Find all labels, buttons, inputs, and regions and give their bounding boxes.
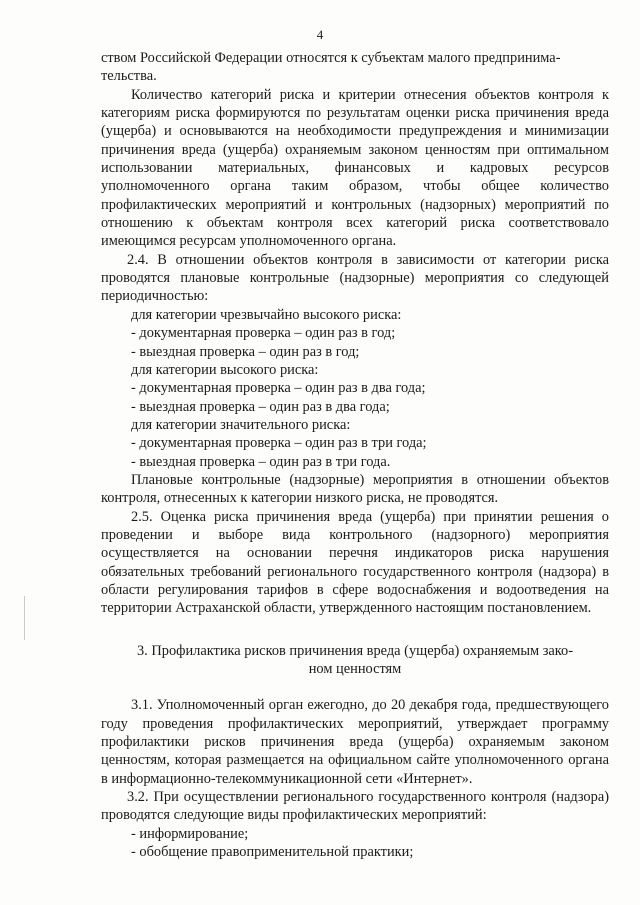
paragraph-continuation-line: ством Российской Федерации относятся к субъектам малого предпринима-: [101, 50, 561, 66]
paragraph-continuation-end: тельства.: [101, 68, 157, 85]
paragraph-3-1: 3.1. Уполномоченный орган ежегодно, до 20 декабря года, предшествующего году проведения профилактических мероприятий, утверждает программу профилактики рисков причинения вреда (ущерба) охраняемым законом ценностям, которая размещается на официальном сайте уполномоченного органа в информационно-телекоммуникационной сети «Интернет».: [101, 697, 609, 787]
paragraph-2-4: 2.4. В отношении объектов контроля в зависимости от категории риска проводятся плановые контрольные (надзорные) мероприятия со следующей периодичностью:: [101, 251, 609, 305]
list-item-onsite-check: - выездная проверка – один раз в три года.: [131, 453, 391, 470]
list-item-onsite-check: - выездная проверка – один раз в два года;: [131, 398, 390, 415]
section-3-heading-line1: 3. Профилактика рисков причинения вреда (ущерба) охраняемым зако-: [136, 642, 574, 659]
page-number: 4: [316, 27, 324, 42]
category-high-risk: для категории высокого риска:: [131, 361, 319, 378]
spacer: [101, 678, 609, 696]
spacer: [101, 618, 609, 642]
list-item-informing: - информирование;: [131, 825, 249, 842]
document-body: [101, 49, 609, 861]
list-item-onsite-check: - выездная проверка – один раз в год;: [131, 343, 360, 360]
paragraph-3-2: 3.2. При осуществлении регионального государственного контроля (надзора) проводятся следующие виды профилактических мероприятий:: [101, 789, 609, 824]
list-item-documentary-check: - документарная проверка – один раз в год;: [131, 325, 396, 342]
paragraph-risk-categories: Количество категорий риска и критерии отнесения объектов контроля к категориям риска формируются по результатам оценки риска причинения вреда (ущерба) и основываются на необходимости предупреждения и минимизации причинения вреда (ущерба) охраняемым законом ценностям при оптимальном использовании материальных, финансовых и кадровых ресурсов уполномоченного органа таким образом, чтобы общее количество профилактических мероприятий и контрольных (надзорных) мероприятий по отношению к объектам контроля всех категорий риска соответствовало имеющимся ресурсам уполномоченного органа.: [101, 86, 609, 250]
paragraph-2-5: 2.5. Оценка риска причинения вреда (ущерба) при принятии решения о проведении и выборе вида контрольного (надзорного) мероприятия осуществляется на основании перечня индикаторов риска нарушения обязательных требований регионального государственного контроля (надзора) в области регулирования тарифов в сфере водоснабжения и водоотведения на территории Астраханской области, утвержденного настоящим постановлением.: [101, 508, 609, 617]
list-item-practice-generalization: - обобщение правоприменительной практики;: [131, 844, 414, 861]
section-3-heading-line2: ном ценностям: [308, 661, 402, 677]
paragraph-low-risk: Плановые контрольные (надзорные) мероприятия в отношении объектов контроля, отнесенных к категории низкого риска, не проводятся.: [101, 471, 609, 507]
list-item-documentary-check: - документарная проверка – один раз в три года;: [131, 435, 427, 452]
category-significant-risk: для категории значительного риска:: [131, 416, 351, 433]
category-extremely-high-risk: для категории чрезвычайно высокого риска:: [131, 306, 402, 323]
list-item-documentary-check: - документарная проверка – один раз в два года;: [131, 380, 426, 397]
scan-margin-mark: [24, 596, 25, 640]
